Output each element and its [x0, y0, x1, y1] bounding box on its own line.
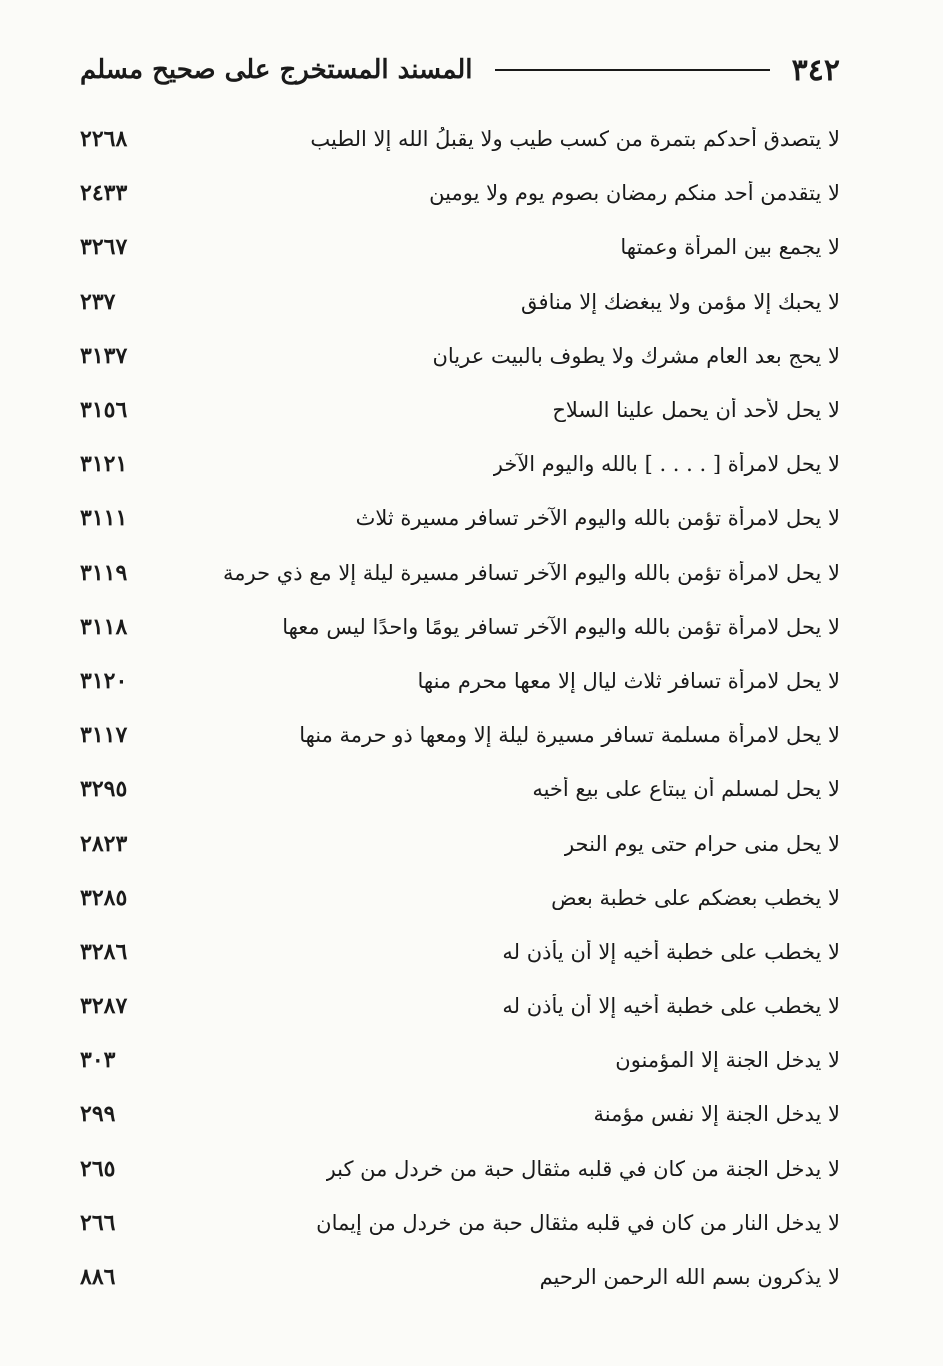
entry-text: لا يدخل الجنة إلا نفس مؤمنة — [593, 1102, 840, 1127]
entry-text: لا يحل لامرأة [ . . . . ] بالله واليوم الآخر — [492, 452, 840, 477]
entry-reference-number: ٢٩٩ — [80, 1101, 116, 1128]
entry-reference-number: ٢٤٣٣ — [80, 180, 128, 207]
index-entry — [80, 925, 840, 979]
entry-text: لا يتقدمن أحد منكم رمضان بصوم يوم ولا يومين — [429, 181, 840, 206]
entry-text: لا يحبك إلا مؤمن ولا يبغضك إلا منافق — [521, 289, 840, 314]
index-entry — [80, 979, 840, 1033]
entry-text: لا يحل لمسلم أن يبتاع على بيع أخيه — [532, 777, 840, 802]
entry-text: لا يحل لأحد أن يحمل علينا السلاح — [552, 398, 840, 423]
entry-reference-number: ٨٨٦ — [80, 1264, 116, 1291]
entry-text: لا يحل لامرأة تسافر ثلاث ليال إلا معها محرم منها — [417, 668, 840, 693]
entry-text: لا يذكرون بسم الله الرحمن الرحيم — [539, 1265, 840, 1290]
header-rule — [495, 69, 770, 71]
index-entry — [80, 871, 840, 925]
entry-reference-number: ٣١٥٦ — [80, 397, 128, 424]
index-entry — [80, 600, 840, 654]
entry-reference-number: ٢٨٢٣ — [80, 830, 128, 857]
entry-text: لا يحل لامرأة تؤمن بالله واليوم الآخر تسافر مسيرة ثلاث — [355, 506, 840, 531]
entry-text: لا يحل لامرأة تؤمن بالله واليوم الآخر تسافر مسيرة ليلة إلا مع ذي حرمة — [223, 560, 840, 585]
entry-text: لا يخطب بعضكم على خطبة بعض — [551, 885, 840, 910]
index-entry — [80, 329, 840, 383]
entry-text: لا يحج بعد العام مشرك ولا يطوف بالبيت عريان — [432, 343, 840, 368]
index-entry — [80, 383, 840, 437]
entry-reference-number: ٢٢٦٨ — [80, 126, 128, 153]
entry-text: لا يدخل الجنة من كان في قلبه مثقال حبة من خردل من كبر — [325, 1156, 840, 1181]
index-entry — [80, 654, 840, 708]
index-entry — [80, 1196, 840, 1250]
entry-reference-number: ٣٢٨٥ — [80, 884, 128, 911]
index-entry — [80, 1087, 840, 1141]
entry-reference-number: ٢٦٥ — [80, 1155, 116, 1182]
entry-text: لا يحل لامرأة مسلمة تسافر مسيرة ليلة إلا ومعها ذو حرمة منها — [299, 723, 840, 748]
entry-reference-number: ٢٣٧ — [80, 288, 116, 315]
index-entry — [80, 491, 840, 545]
index-entry — [80, 1033, 840, 1087]
index-entry — [80, 1250, 840, 1304]
entry-reference-number: ٣٢٨٧ — [80, 993, 128, 1020]
page-header — [80, 44, 840, 96]
entry-text: لا يجمع بين المرأة وعمتها — [620, 235, 840, 260]
index-entry — [80, 546, 840, 600]
entry-text: لا يحل لامرأة تؤمن بالله واليوم الآخر تسافر يومًا واحدًا ليس معها — [282, 614, 840, 639]
index-entry — [80, 166, 840, 220]
page-number: ٣٤٢ — [791, 52, 840, 88]
entry-reference-number: ٣٢٩٥ — [80, 776, 128, 803]
hadith-index-list — [80, 112, 840, 1304]
entry-text: لا يدخل الجنة إلا المؤمنون — [615, 1048, 840, 1073]
entry-reference-number: ٣١٣٧ — [80, 342, 128, 369]
entry-reference-number: ٣١١٨ — [80, 613, 128, 640]
entry-reference-number: ٢٦٦ — [80, 1209, 116, 1236]
entry-reference-number: ٣٢٨٦ — [80, 938, 128, 965]
book-title: المسند المستخرج على صحيح مسلم — [80, 55, 473, 85]
index-entry — [80, 112, 840, 166]
entry-text: لا يحل منى حرام حتى يوم النحر — [563, 831, 840, 856]
entry-reference-number: ٣١١٩ — [80, 559, 128, 586]
index-entry — [80, 1142, 840, 1196]
index-entry — [80, 220, 840, 274]
entry-reference-number: ٣٠٣ — [80, 1047, 116, 1074]
index-entry — [80, 275, 840, 329]
entry-text: لا يخطب على خطبة أخيه إلا أن يأذن له — [502, 994, 840, 1019]
entry-text: لا يدخل النار من كان في قلبه مثقال حبة من خردل من إيمان — [316, 1210, 840, 1235]
entry-reference-number: ٣٢٦٧ — [80, 234, 128, 261]
index-entry — [80, 437, 840, 491]
entry-reference-number: ٣١١٧ — [80, 722, 128, 749]
index-entry — [80, 816, 840, 870]
index-entry — [80, 708, 840, 762]
entry-reference-number: ٣١٢٠ — [80, 667, 128, 694]
entry-reference-number: ٣١٢١ — [80, 451, 128, 478]
entry-reference-number: ٣١١١ — [80, 505, 128, 532]
index-entry — [80, 762, 840, 816]
entry-text: لا يخطب على خطبة أخيه إلا أن يأذن له — [502, 939, 840, 964]
entry-text: لا يتصدق أحدكم بتمرة من كسب طيب ولا يقبلُ الله إلا الطيب — [310, 127, 840, 152]
